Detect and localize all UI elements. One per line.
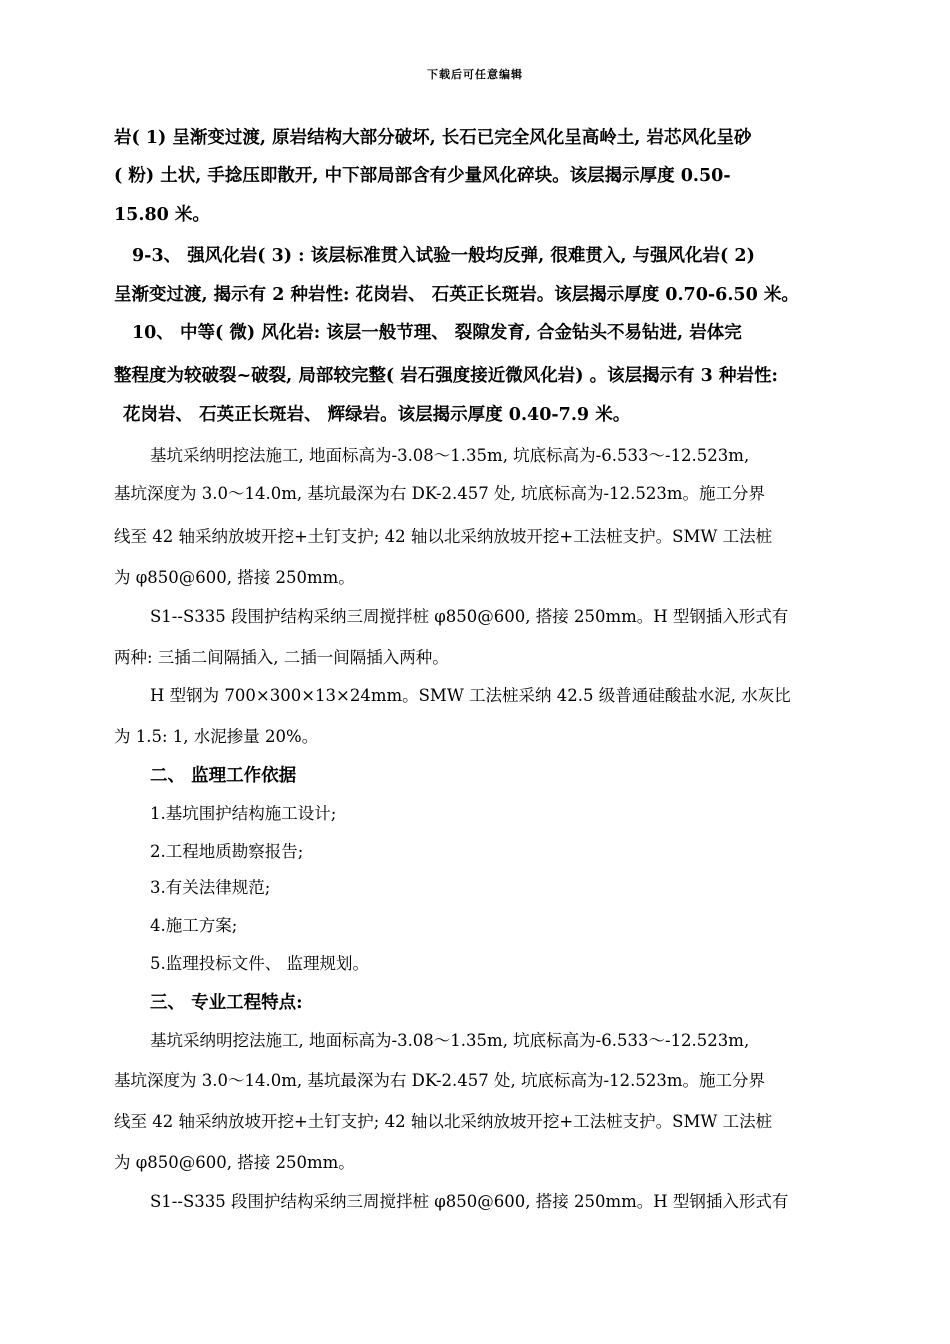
text-line: ( 粉) 土状, 手捻压即散开, 中下部局部含有少量风化碎块。该层揭示厚度 0.50- [114, 166, 731, 186]
text-line: 花岗岩、 石英正长斑岩、 辉绿岩。该层揭示厚度 0.40-7.9 米。 [123, 405, 631, 425]
list-item: 1.基坑围护结构施工设计; [150, 804, 337, 823]
text-line: 为 1.5: 1, 水泥掺量 20%。 [114, 727, 319, 746]
text-line: 为 φ850@600, 搭接 250mm。 [114, 568, 355, 587]
list-item: 4.施工方案; [150, 916, 238, 935]
list-item: 5.监理投标文件、 监理规划。 [150, 954, 369, 973]
page-header: 下载后可任意编辑 [427, 68, 523, 81]
section-heading: 三、 专业工程特点: [150, 993, 303, 1013]
text-line: S1--S335 段围护结构采纳三周搅拌桩 φ850@600, 搭接 250mm。H 型钢插入形式有 [150, 1192, 789, 1211]
text-line: 线至 42 轴采纳放坡开挖+土钉支护; 42 轴以北采纳放坡开挖+工法桩支护。SMW 工法桩 [114, 1112, 773, 1131]
text-line: 基坑深度为 3.0～14.0m, 基坑最深为右 DK-2.457 处, 坑底标高为-12.523m。施工分界 [114, 484, 765, 503]
text-line: 线至 42 轴采纳放坡开挖+土钉支护; 42 轴以北采纳放坡开挖+工法桩支护。SMW 工法桩 [114, 527, 773, 546]
text-line: H 型钢为 700×300×13×24mm。SMW 工法桩采纳 42.5 级普通硅酸盐水泥, 水灰比 [150, 686, 791, 705]
text-line: 基坑采纳明挖法施工, 地面标高为-3.08～1.35m, 坑底标高为-6.533～-12.523m, [150, 1031, 750, 1050]
text-line: 岩( 1) 呈渐变过渡, 原岩结构大部分破坏, 长石已完全风化呈高岭土, 岩芯风化呈砂 [114, 128, 752, 148]
list-item: 3.有关法律规范; [150, 878, 271, 897]
list-item: 2.工程地质勘察报告; [150, 842, 304, 861]
text-line: 15.80 米。 [114, 205, 210, 225]
text-line: 基坑采纳明挖法施工, 地面标高为-3.08～1.35m, 坑底标高为-6.533～-12.523m, [150, 446, 750, 465]
text-line: 两种: 三插二间隔插入, 二插一间隔插入两种。 [114, 648, 449, 667]
text-line: 基坑深度为 3.0～14.0m, 基坑最深为右 DK-2.457 处, 坑底标高为-12.523m。施工分界 [114, 1071, 765, 1090]
text-line: 为 φ850@600, 搭接 250mm。 [114, 1153, 355, 1172]
section-heading: 二、 监理工作依据 [150, 766, 297, 786]
text-line: 呈渐变过渡, 揭示有 2 种岩性: 花岗岩、 石英正长斑岩。该层揭示厚度 0.70-6.50 米。 [114, 285, 799, 305]
text-line: 10、 中等( 微) 风化岩: 该层一般节理、 裂隙发育, 合金钻头不易钻进, 岩体完 [132, 323, 742, 343]
text-line: 整程度为较破裂~破裂, 局部较完整( 岩石强度接近微风化岩) 。该层揭示有 3 种岩性: [114, 366, 778, 386]
text-line: S1--S335 段围护结构采纳三周搅拌桩 φ850@600, 搭接 250mm。H 型钢插入形式有 [150, 607, 789, 626]
text-line: 9-3、 强风化岩( 3) : 该层标准贯入试验一般均反弹, 很难贯入, 与强风化岩( 2) [132, 246, 755, 266]
